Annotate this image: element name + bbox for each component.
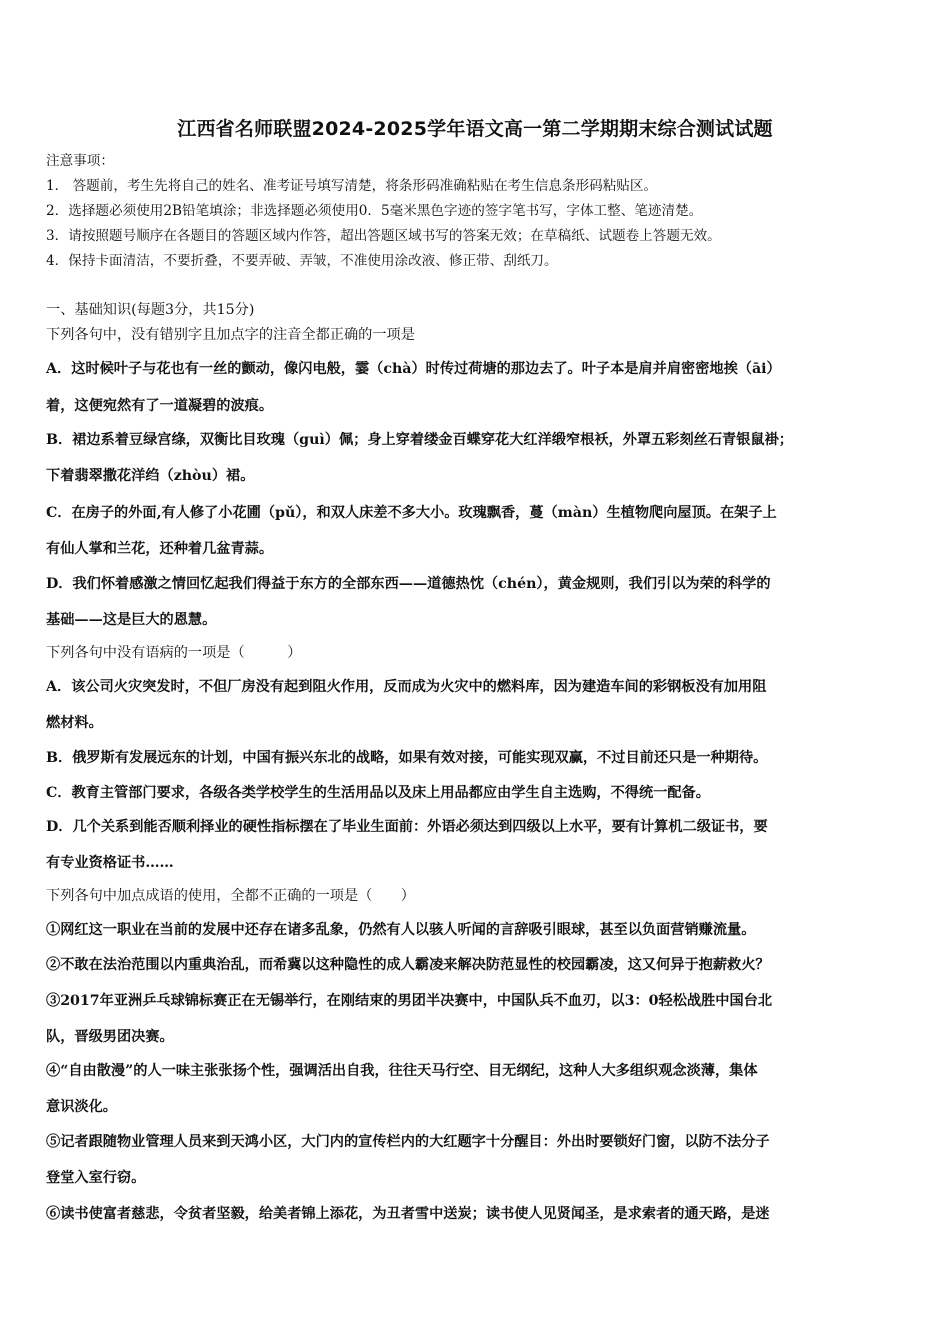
q3-sentence-3-line1: ③2017年亚洲乒乓球锦标赛正在无锡举行，在刚结束的男团半决赛中，中国队兵不血刃，以3：0轻松战胜中国台北 (46, 993, 773, 1009)
notice-item-4: 4．保持卡面清洁，不要折叠，不要弄破、弄皱，不准使用涂改液、修正带、刮纸刀。 (46, 253, 558, 269)
question-2-stem: 下列各句中没有语病的一项是（ ） (46, 645, 302, 661)
section-heading: 一、基础知识(每题3分，共15分) (46, 302, 255, 318)
q3-sentence-6-line1: ⑥读书使富者慈悲，令贫者坚毅，给美者锦上添花，为丑者雪中送炭；读书使人见贤闻圣，是求索者的通天路，是迷 (46, 1206, 770, 1222)
question-1-stem: 下列各句中，没有错别字且加点字的注音全都正确的一项是 (46, 327, 415, 343)
q1-option-a-line1: A．这时候叶子与花也有一丝的颤动，像闪电般，霎（chà）时传过荷塘的那边去了。叶子本是肩并肩密密地挨（āi） (46, 361, 781, 377)
q2-option-d-line1: D．几个关系到能否顺利择业的硬性指标摆在了毕业生面前：外语必须达到四级以上水平，要有计算机二级证书，要 (46, 819, 768, 835)
q2-option-c: C．教育主管部门要求，各级各类学校学生的生活用品以及床上用品都应由学生自主选购，不得统一配备。 (46, 785, 710, 801)
q2-option-a-line2: 燃材料。 (46, 715, 103, 731)
q3-sentence-3-line2: 队，晋级男团决赛。 (46, 1029, 174, 1045)
q1-option-d-line2: 基础——这是巨大的恩慧。 (46, 612, 217, 628)
notice-item-2: 2．选择题必须使用2B铅笔填涂；非选择题必须使用0．5毫米黑色字迹的签字笔书写，字体工整、笔迹清楚。 (46, 203, 703, 219)
q1-option-c-line2: 有仙人掌和兰花，还种着几盆青蒜。 (46, 541, 274, 557)
q1-option-a-line2: 着，这便宛然有了一道凝碧的波痕。 (46, 398, 274, 414)
q1-option-c-line1: C．在房子的外面,有人修了小花圃（pǔ），和双人床差不多大小。玫瑰飘香，蔓（màn）生植物爬向屋顶。在架子上 (46, 505, 777, 521)
q1-option-b-line1: B．裙边系着豆绿宫绦，双衡比目玫瑰（guì）佩；身上穿着缕金百蝶穿花大红洋缎窄根袄，外罩五彩刻丝石青银鼠褂； (46, 432, 793, 448)
page-title: 江西省名师联盟2024-2025学年语文高一第二学期期末综合测试试题 (177, 118, 773, 140)
q3-sentence-2: ②不敢在法治范围以内重典治乱，而希冀以这种隐性的成人霸凌来解决防范显性的校园霸凌，这又何异于抱薪救火？ (46, 957, 770, 973)
q3-sentence-1: ①网红这一职业在当前的发展中还存在诸多乱象，仍然有人以骇人听闻的言辞吸引眼球，甚至以负面营销赚流量。 (46, 922, 756, 938)
q3-sentence-5-line2: 登堂入室行窃。 (46, 1170, 146, 1186)
q3-sentence-5-line1: ⑤记者跟随物业管理人员来到天鸿小区，大门内的宣传栏内的大红题字十分醒目：外出时要锁好门窗，以防不法分子 (46, 1134, 770, 1150)
q2-option-a-line1: A．该公司火灾突发时，不但厂房没有起到阻火作用，反而成为火灾中的燃料库，因为建造车间的彩钢板没有加用阻 (46, 679, 767, 695)
q1-option-b-line2: 下着翡翠撒花洋绉（zhòu）裙。 (46, 468, 255, 484)
notice-item-1: 1． 答题前，考生先将自己的姓名、准考证号填写清楚，将条形码准确粘贴在考生信息条形码粘贴区。 (46, 178, 658, 194)
notice-heading: 注意事项： (46, 153, 114, 169)
q2-option-d-line2: 有专业资格证书…… (46, 855, 174, 871)
q3-sentence-4-line1: ④“自由散漫”的人一味主张张扬个性，强调活出自我，往往天马行空、目无纲纪，这种人大多组织观念淡薄，集体 (46, 1063, 758, 1079)
q2-option-b: B．俄罗斯有发展远东的计划，中国有振兴东北的战略，如果有效对接，可能实现双赢，不过目前还只是一种期待。 (46, 750, 768, 766)
question-3-stem: 下列各句中加点成语的使用，全都不正确的一项是（ ） (46, 888, 415, 904)
q1-option-d-line1: D．我们怀着感激之情回忆起我们得益于东方的全部东西——道德热忱（chén），黄金规则，我们引以为荣的科学的 (46, 576, 771, 592)
notice-item-3: 3．请按照题号顺序在各题目的答题区域内作答，超出答题区域书写的答案无效；在草稿纸、试题卷上答题无效。 (46, 228, 721, 244)
q3-sentence-4-line2: 意识淡化。 (46, 1099, 117, 1115)
